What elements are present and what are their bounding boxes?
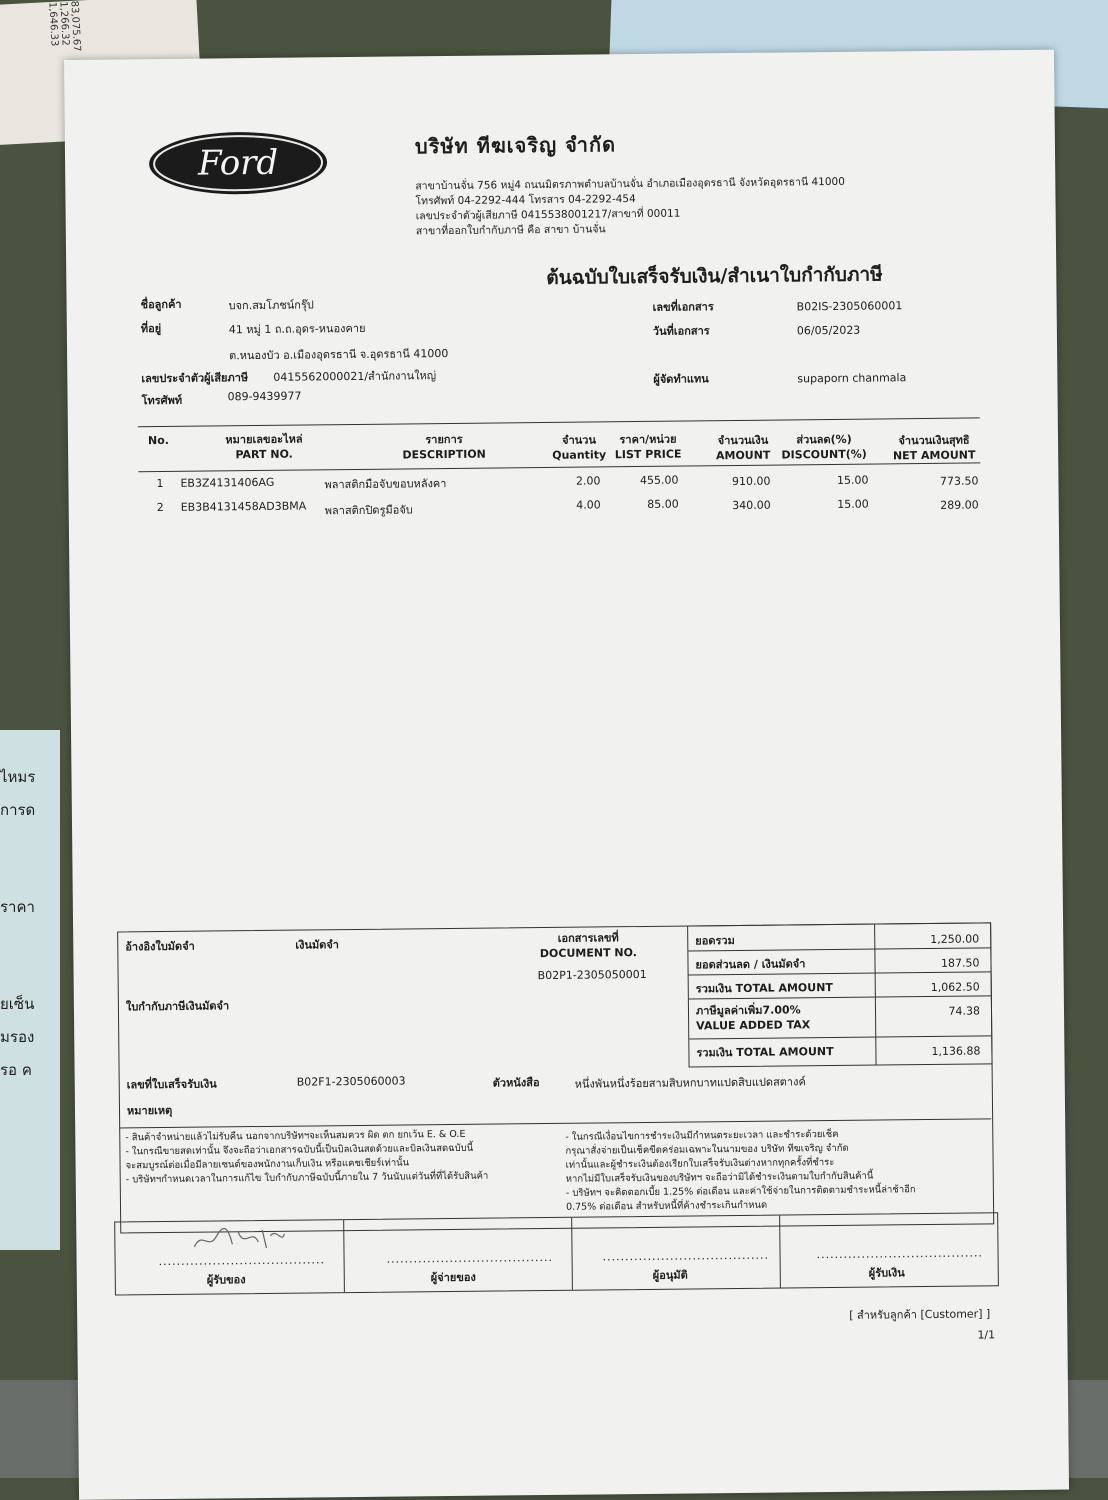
row-1-desc: พลาสติกมือจับขอบหลังคา <box>324 477 447 492</box>
grand-total: 1,136.88 <box>931 1044 981 1058</box>
header-list-price: ราคา/หน่วย LIST PRICE <box>614 432 682 462</box>
total-discount-label: ยอดส่วนลด / เงินมัดจำ <box>695 957 806 972</box>
grand-total-label: รวมเงิน TOTAL AMOUNT <box>696 1044 834 1060</box>
customer-phone-label: โทรศัพท์ <box>141 393 183 408</box>
deposit-ref-label: อ้างอิงใบมัดจำ <box>125 939 195 954</box>
customer-copy-label: [ สำหรับลูกค้า [Customer] ] <box>849 1307 991 1322</box>
rep-value: supaporn chanmala <box>797 371 907 386</box>
background-strip: ไหมร การด ราคา ยเซ็น มรอง รอ ค <box>0 730 60 1250</box>
ford-logo <box>147 129 330 197</box>
customer-address-label: ที่อยู่ <box>140 321 162 336</box>
header-discount: ส่วนลด(%) DISCOUNT(%) <box>781 432 867 462</box>
background-numbers: 83,075.67 1,266.32 1,646.33 <box>46 0 83 52</box>
docno-label: เลขที่เอกสาร <box>652 300 714 314</box>
approver-label: ผู้อนุมัติ <box>652 1268 688 1282</box>
summary-docno: B02P1-2305050001 <box>537 967 647 983</box>
header-net-amount: จำนวนเงินสุทธิ NET AMOUNT <box>892 433 976 463</box>
row-1-discount: 15.00 <box>836 473 869 487</box>
collector-sign-line: ..................................... <box>816 1246 983 1262</box>
summary-docno-heading: เอกสารเลขที่ DOCUMENT NO. <box>539 931 637 961</box>
amount-words-label: ตัวหนังสือ <box>492 1076 540 1090</box>
customer-name: บจก.สมโภชน์กรุ๊ป <box>228 298 314 313</box>
customer-taxid-label: เลขประจำตัวผู้เสียภาษี <box>141 371 249 386</box>
remark-label: หมายเหตุ <box>126 1103 173 1118</box>
row-2-desc: พลาสติกปิดรูมือจับ <box>324 503 413 518</box>
table-top-rule <box>138 417 980 427</box>
company-address: สาขาบ้านจั่น 756 หมู่4 ถนนมิตรภาพตำบลบ้านจั่น อำเภอเมืองอุดรธานี จังหวัดอุดรธานี 41000 โทรศัพท์ 04-2292-444 โทรสาร 04-2292-454 เลขประจำตัวผู้เสียภาษี 0415538001217/สาขาที่ 00011 สาขาที่ออกใบกำกับภาษี คือ สาขา บ้านจั่น <box>415 175 845 238</box>
customer-name-label: ชื่อลูกค้า <box>140 297 182 312</box>
receipt-no-label: เลขที่ใบเสร็จรับเงิน <box>126 1077 217 1092</box>
customer-phone: 089-9439977 <box>227 389 302 404</box>
row-2-net: 289.00 <box>940 498 979 512</box>
vat-label: ภาษีมูลค่าเพิ่ม7.00% VALUE ADDED TAX <box>695 1003 811 1033</box>
row-2-part: EB3B4131458AD3BMA <box>180 499 307 514</box>
total-discount: 187.50 <box>940 956 980 970</box>
terms-left: - สินค้าจำหน่ายแล้วไม่รับคืน นอกจากบริษัทฯจะเห็นสมควร ผิด ตก ยกเว้น E. & O.E - ในกรณีขายสดเท่านั้น จึงจะถือว่าเอกสารฉบับนี้เป็นบิลเงินสดด้วยและบิลเงินสดฉบับนี้ จะสมบูรณ์ต่อเมื่อมีลายเซนต์ของพนักงานเก็บเงิน หรือแคชเชียร์เท่านั้น - บริษัทฯกำหนดเวลาในการแก้ไข ใบกำกับภาษีฉบับนี้ภายใน 7 วันนับแต่วันที่ที่ได้รับสินค้า <box>125 1128 489 1186</box>
table-header-rule <box>138 462 980 472</box>
receiver-label: ผู้รับของ <box>206 1273 246 1287</box>
header-no: No. <box>147 433 170 448</box>
total-gross-label: ยอดรวม <box>695 934 735 948</box>
approver-sign-line: ..................................... <box>602 1248 769 1264</box>
row-2-amount: 340.00 <box>732 498 771 513</box>
vat-amount: 74.38 <box>948 1004 981 1018</box>
svg-text:Ford: Ford <box>197 142 279 184</box>
customer-address-2: ต.หนองบัว อ.เมืองอุดรธานี จ.อุดรธานี 41000 <box>229 346 449 363</box>
company-name: บริษัท ทีฆเจริญ จำกัด <box>414 132 617 159</box>
header-part: หมายเลขอะไหล่ PART NO. <box>225 432 303 462</box>
date-label: วันที่เอกสาร <box>652 324 710 338</box>
total-amount-label: รวมเงิน TOTAL AMOUNT <box>695 980 833 996</box>
collector-label: ผู้รับเงิน <box>868 1266 905 1280</box>
row-1-no: 1 <box>156 476 164 491</box>
row-1-qty: 2.00 <box>575 474 601 488</box>
header-description: รายการ DESCRIPTION <box>402 432 486 462</box>
total-gross: 1,250.00 <box>930 932 980 946</box>
row-1-amount: 910.00 <box>731 474 771 489</box>
row-1-part: EB3Z4131406AG <box>180 475 275 490</box>
handwritten-signature <box>188 1224 288 1255</box>
deposit-tax-label: ใบกำกับภาษีเงินมัดจำ <box>125 999 230 1014</box>
total-amount: 1,062.50 <box>930 980 980 994</box>
rep-label: ผู้จัดทำแทน <box>653 372 709 386</box>
document-title: ต้นฉบับใบเสร็จรับเงิน/สำเนาใบกำกับภาษี <box>546 263 883 289</box>
row-1-price: 455.00 <box>639 473 679 487</box>
row-2-discount: 15.00 <box>837 497 869 511</box>
seller-label: ผู้จ่ายของ <box>430 1270 476 1285</box>
receipt-no: B02F1-2305060003 <box>296 1074 406 1089</box>
date-value: 06/05/2023 <box>796 323 861 338</box>
receipt-paper <box>64 50 1069 1500</box>
row-2-qty: 4.00 <box>576 498 601 512</box>
row-2-price: 85.00 <box>647 497 679 511</box>
seller-sign-line: ..................................... <box>386 1250 554 1266</box>
header-amount: จำนวนเงิน AMOUNT <box>715 433 771 463</box>
docno-value: B02IS-2305060001 <box>796 299 903 314</box>
customer-address-1: 41 หมู่ 1 ถ.ถ.อุดร-หนองคาย <box>228 321 366 337</box>
deposit-label: เงินมัดจำ <box>295 938 340 952</box>
header-quantity: จำนวน Quantity <box>552 433 607 462</box>
customer-taxid: 0415562000021/สำนักงานใหญ่ <box>273 369 437 384</box>
receiver-sign-line: ..................................... <box>158 1253 326 1269</box>
page-number: 1/1 <box>977 1328 996 1342</box>
amount-words: หนึ่งพันหนึ่งร้อยสามสิบหกบาทแปดสิบแปดสตางค์ <box>574 1075 806 1091</box>
row-2-no: 2 <box>156 500 164 515</box>
row-1-net: 773.50 <box>939 474 979 488</box>
terms-right: - ในกรณีเงื่อนไขการชำระเงินมีกำหนดระยะเวลา และชำระด้วยเช็ค กรุณาสั่งจ่ายเป็นเช็คขีดคร่อมเฉพาะในนามของ บริษัท ทีฆเจริญ จำกัด เท่านั้นและผู้ชำระเงินต้องเรียกใบเสร็จรับเงินต่างหากทุกครั้งที่ชำระ หากไม่มีใบเสร็จรับเงินของบริษัทฯ จะถือว่ามิได้ชำระเงินตามใบกำกับสินค้านี้ - บริษัทฯ จะคิดดอกเบี้ย 1.25% ต่อเดือน และค่าใช้จ่ายในการติดตามชำระหนี้ล่าช้าอีก 0.75% ต่อเดือน สำหรับหนี้ที่ค้างชำระเกินกำหนด <box>565 1128 916 1213</box>
